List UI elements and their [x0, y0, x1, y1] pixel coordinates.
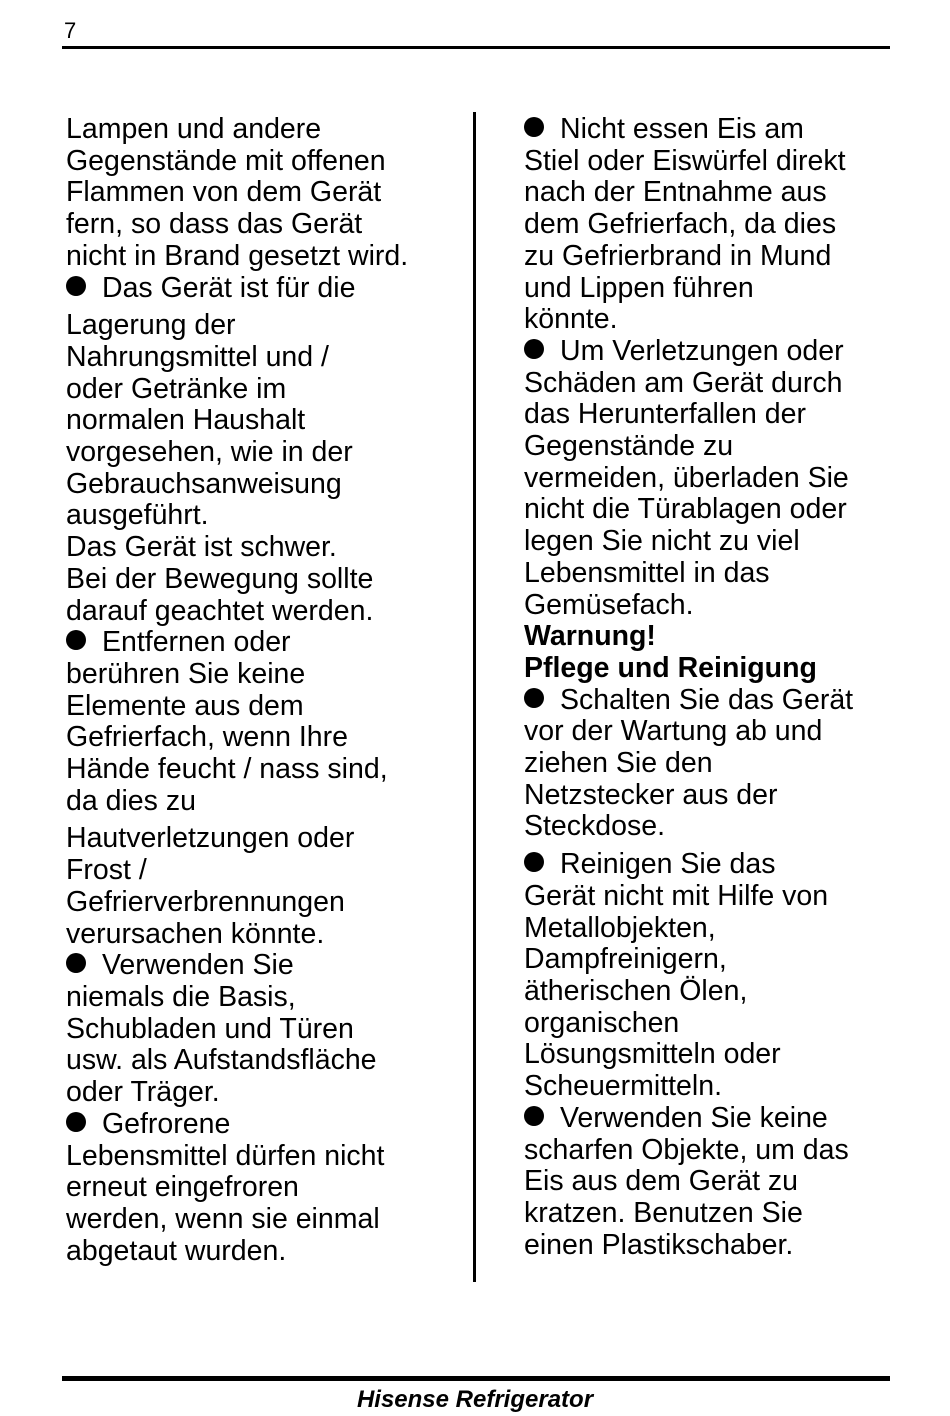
warning-heading: Warnung!	[524, 620, 656, 653]
bullet-text: Um Verletzungen oder Schäden am Gerät durch das Herunterfallen der Gegenstände zu vermeiden, überladen Sie nicht die Türablagen oder legen Sie nicht zu viel Lebensmittel in das Gemüsefach.	[524, 334, 849, 621]
paragraph	[66, 114, 466, 273]
paragraph	[66, 532, 466, 627]
bullet-icon	[66, 953, 86, 973]
paragraph-text: Lagerung der Nahrungsmittel und / oder Getränke im normalen Haushalt vorgesehen, wie in der Gebrauchsanweisung ausgeführt.	[66, 309, 353, 532]
bullet-item	[524, 114, 894, 336]
bullet-icon	[66, 630, 86, 650]
footer-brand: Hisense Refrigerator	[356, 1386, 594, 1413]
bullet-item	[524, 1103, 894, 1262]
bullet-icon	[524, 1106, 544, 1126]
bullet-icon	[66, 276, 86, 296]
paragraph	[66, 823, 466, 950]
paragraph-text: Das Gerät ist schwer. Bei der Bewegung sollte darauf geachtet werden.	[66, 531, 374, 627]
bullet-item	[66, 1109, 466, 1268]
section-title: Pflege und Reinigung	[524, 651, 817, 684]
page-number: 7	[64, 18, 77, 43]
paragraph-text: Hautverletzungen oder Frost / Gefrierverbrennungen verursachen könnte.	[66, 822, 355, 950]
bullet-text: Das Gerät ist für die	[102, 271, 356, 304]
bullet-text: Nicht essen Eis am Stiel oder Eiswürfel direkt nach der Entnahme aus dem Gefrierfach, da dies zu Gefrierbrand in Mund und Lippen führen könnte.	[524, 113, 846, 336]
bullet-item	[66, 273, 466, 305]
bullet-text: Verwenden Sie niemals die Basis, Schubladen und Türen usw. als Aufstandsfläche oder Träger.	[66, 949, 377, 1109]
bullet-item	[524, 849, 894, 1103]
bullet-text: Reinigen Sie das Gerät nicht mit Hilfe von Metallobjekten, Dampfreinigern, ätherischen Ölen, organischen Lösungsmitteln oder Scheuermitteln.	[524, 848, 829, 1103]
left-column	[66, 114, 466, 1267]
bullet-item	[66, 627, 466, 817]
right-column	[524, 114, 894, 1261]
header-rule	[62, 46, 890, 49]
bullet-text: Gefrorene Lebensmittel dürfen nicht erneut eingefroren werden, wenn sie einmal abgetaut wurden.	[66, 1107, 385, 1267]
paragraph	[66, 310, 466, 532]
bullet-item	[524, 685, 894, 844]
bullet-item	[524, 336, 894, 621]
bullet-icon	[524, 339, 544, 359]
bullet-text: Verwenden Sie keine scharfen Objekte, um das Eis aus dem Gerät zu kratzen. Benutzen Sie einen Plastikschaber.	[524, 1101, 849, 1261]
bullet-icon	[66, 1112, 86, 1132]
bullet-icon	[524, 117, 544, 137]
column-divider	[473, 112, 476, 1282]
bullet-icon	[524, 688, 544, 708]
bullet-item	[66, 950, 466, 1109]
bullet-text: Schalten Sie das Gerät vor der Wartung ab und ziehen Sie den Netzstecker aus der Steckdose.	[524, 683, 854, 843]
bullet-text: Entfernen oder berühren Sie keine Elemente aus dem Gefrierfach, wenn Ihre Hände feucht / nass sind, da dies zu	[66, 626, 388, 817]
footer-rule	[62, 1376, 890, 1381]
bullet-icon	[524, 852, 544, 872]
paragraph-text: Lampen und andere Gegenstände mit offenen Flammen von dem Gerät fern, so dass das Gerät nicht in Brand gesetzt wird.	[66, 113, 409, 272]
